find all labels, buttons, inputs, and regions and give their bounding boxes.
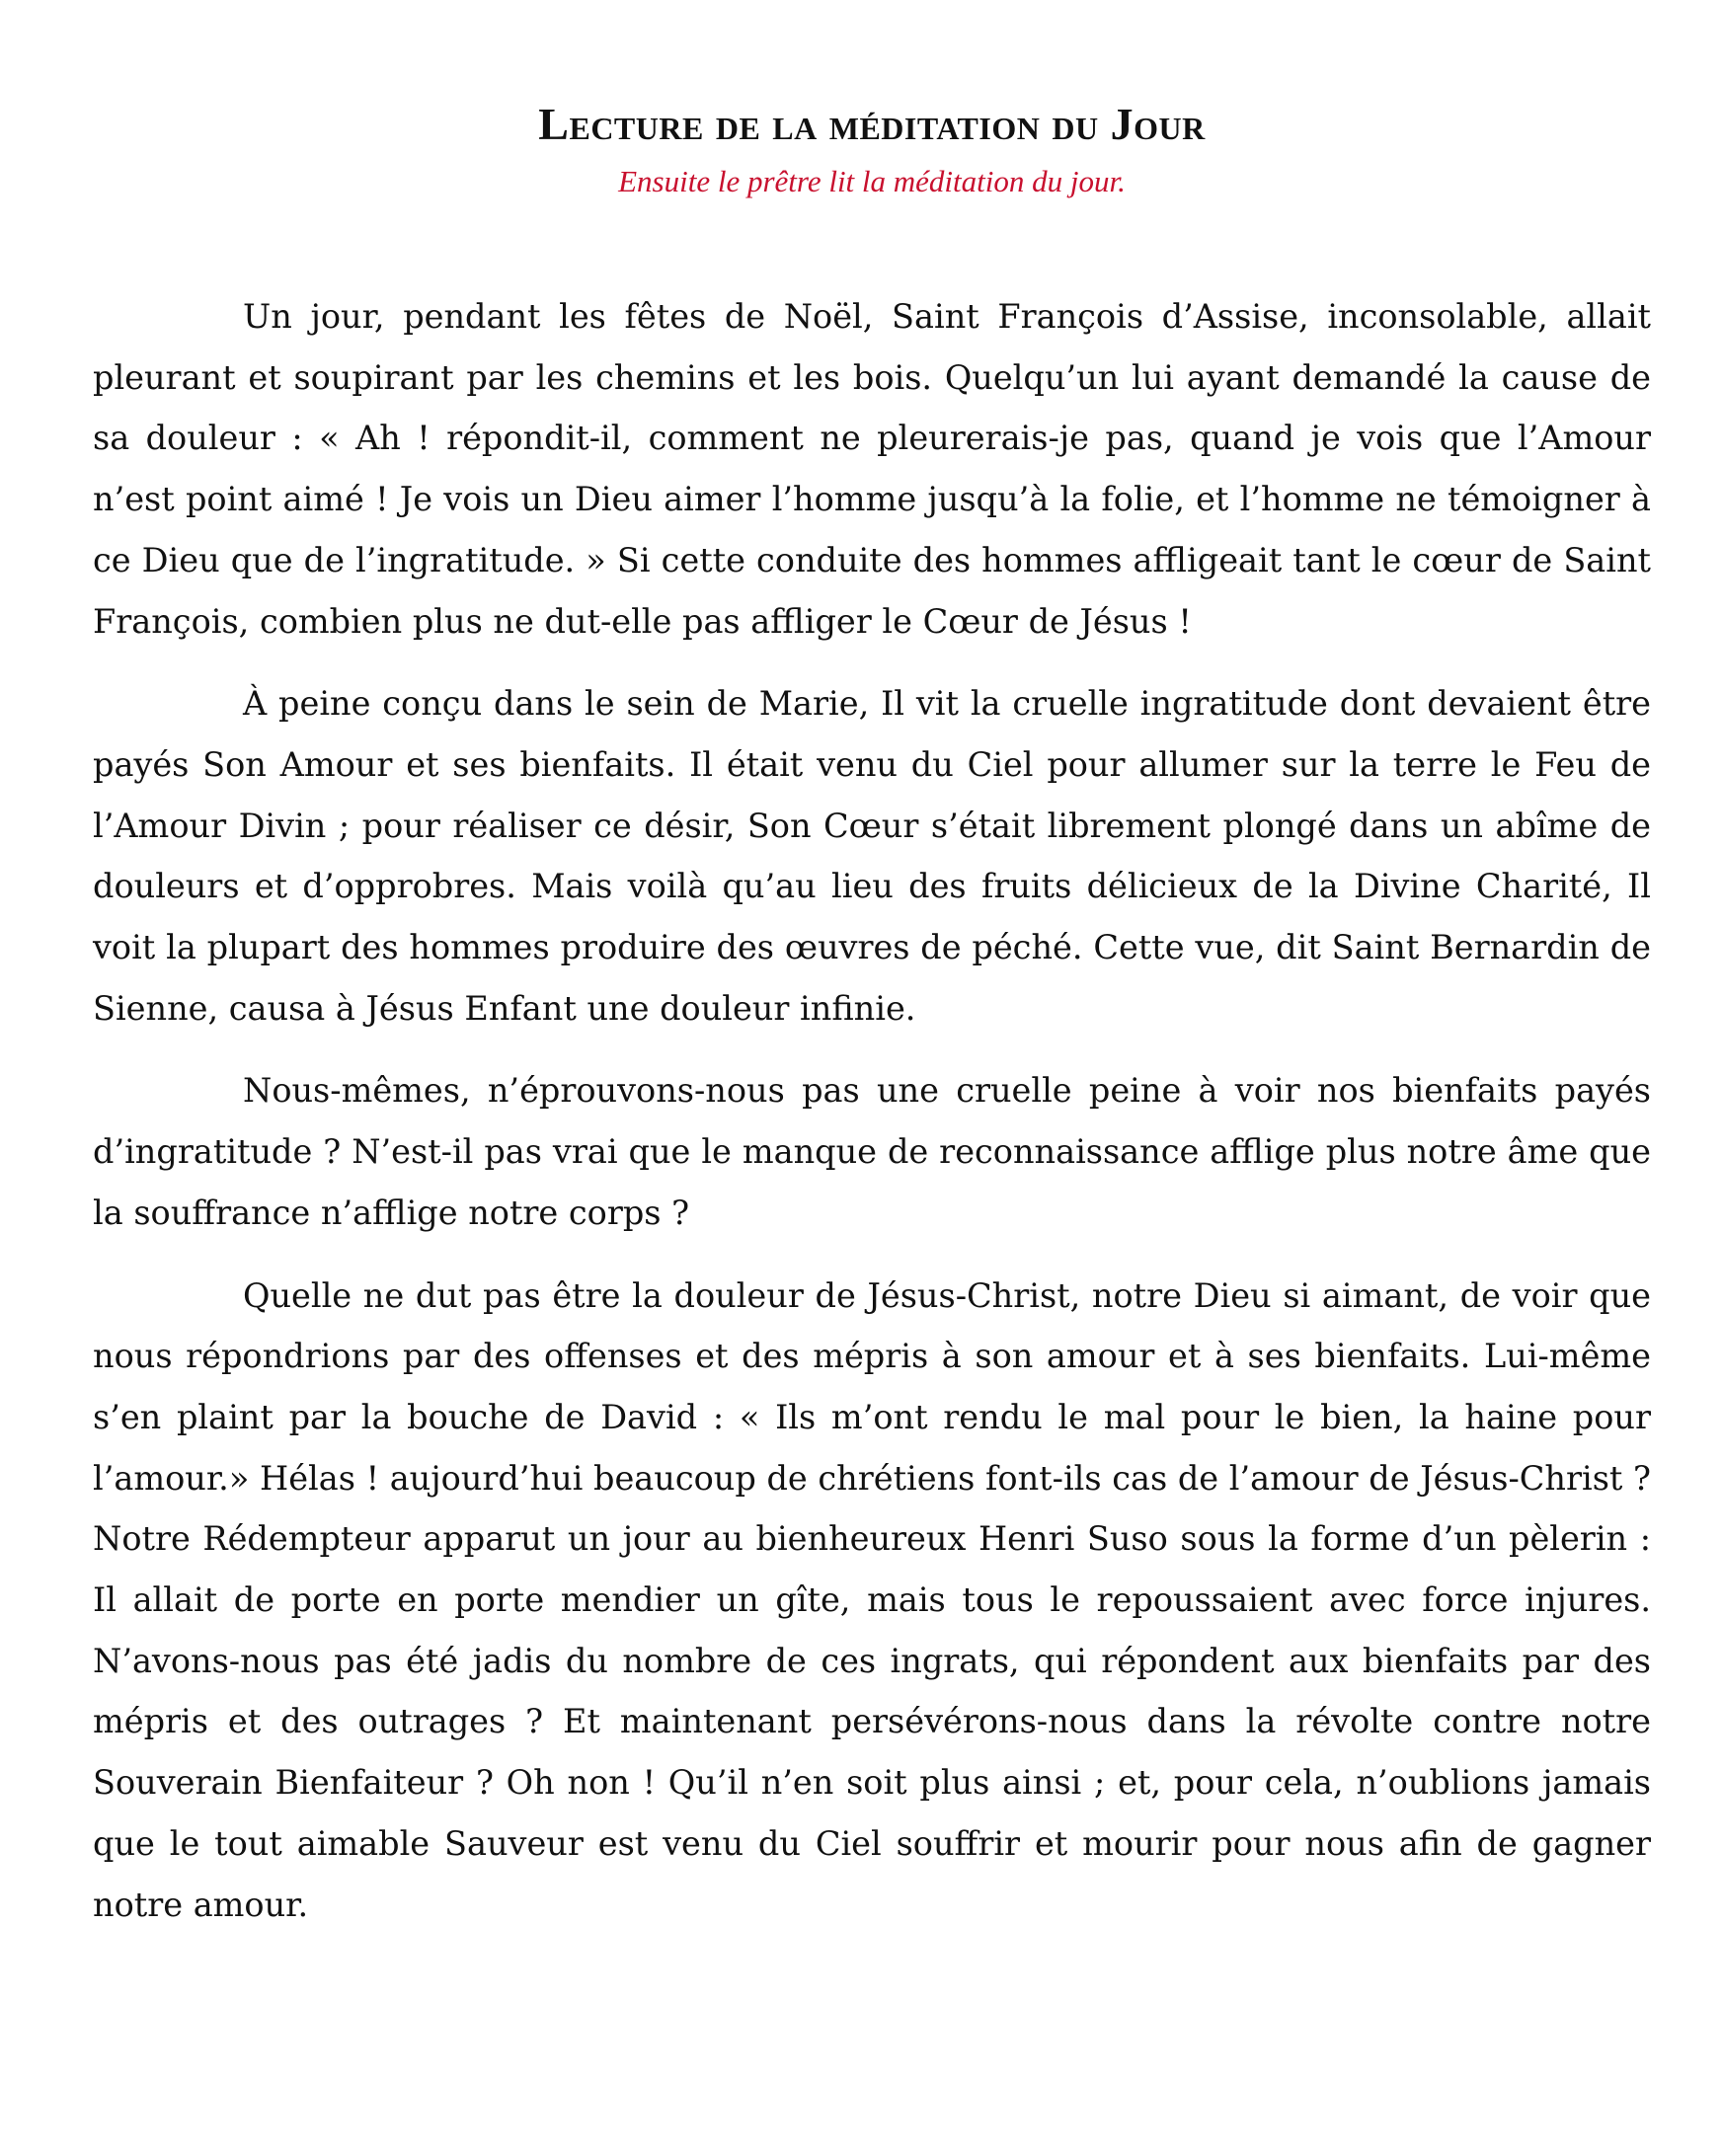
paragraph-1: Un jour, pendant les fêtes de Noël, Saint François d’Assise, inconsolable, allait pleurant et soupirant par les chemins et les bois. Quelqu’un lui ayant demandé la cause de sa douleur : « Ah ! répondit-il, comment ne pleurerais-je pas, quand je vois que l’Amour n’est point aimé ! Je vois un Dieu aimer l’homme jusqu’à la folie, et l’homme ne témoigner à ce Dieu que de l’ingratitude. » Si cette conduite des hommes affligeait tant le cœur de Saint François, combien plus ne dut-elle pas affliger le Cœur de Jésus !	[93, 297, 1651, 641]
paragraph-3: Nous-mêmes, n’éprouvons-nous pas une cruelle peine à voir nos bienfaits payés d’ingratitude ? N’est-il pas vrai que le manque de reconnaissance afflige plus notre âme que la souffrance n’afflige notre corps ?	[93, 1071, 1651, 1232]
paragraph-2: À peine conçu dans le sein de Marie, Il vit la cruelle ingratitude dont devaient être payés Son Amour et ses bienfaits. Il était venu du Ciel pour allumer sur la terre le Feu de l’Amour Divin ; pour réaliser ce désir, Son Cœur s’était librement plongé dans un abîme de douleurs et d’opprobres. Mais voilà qu’au lieu des fruits délicieux de la Divine Charité, Il voit la plupart des hommes produire des œuvres de péché. Cette vue, dit Saint Bernardin de Sienne, causa à Jésus Enfant une douleur infinie.	[93, 684, 1651, 1028]
rubric-subtitle: Ensuite le prêtre lit la méditation du jour.	[618, 164, 1126, 198]
page-title: Lecture de la méditation du Jour	[538, 99, 1206, 149]
paragraph-4: Quelle ne dut pas être la douleur de Jésus-Christ, notre Dieu si aimant, de voir que nous répondrions par des offenses et des mépris à son amour et à ses bienfaits. Lui-même s’en plaint par la bouche de David : « Ils m’ont rendu le mal pour le bien, la haine pour l’amour.» Hélas ! aujourd’hui beaucoup de chrétiens font-ils cas de l’amour de Jésus-Christ ? Notre Rédempteur apparut un jour au bienheureux Henri Suso sous la forme d’un pèlerin : Il allait de porte en porte mendier un gîte, mais tous le repoussaient avec force injures. N’avons-nous pas été jadis du nombre de ces ingrats, qui répondent aux bienfaits par des mépris et des outrages ? Et maintenant persévérons-nous dans la révolte contre notre Souverain Bienfaiteur ? Oh non ! Qu’il n’en soit plus ainsi ; et, pour cela, n’oublions jamais que le tout aimable Sauveur est venu du Ciel souffrir et mourir pour nous afin de gagner notre amour.	[93, 1275, 1651, 1924]
meditation-text	[93, 286, 1651, 1957]
document-page	[93, 0, 1651, 2156]
